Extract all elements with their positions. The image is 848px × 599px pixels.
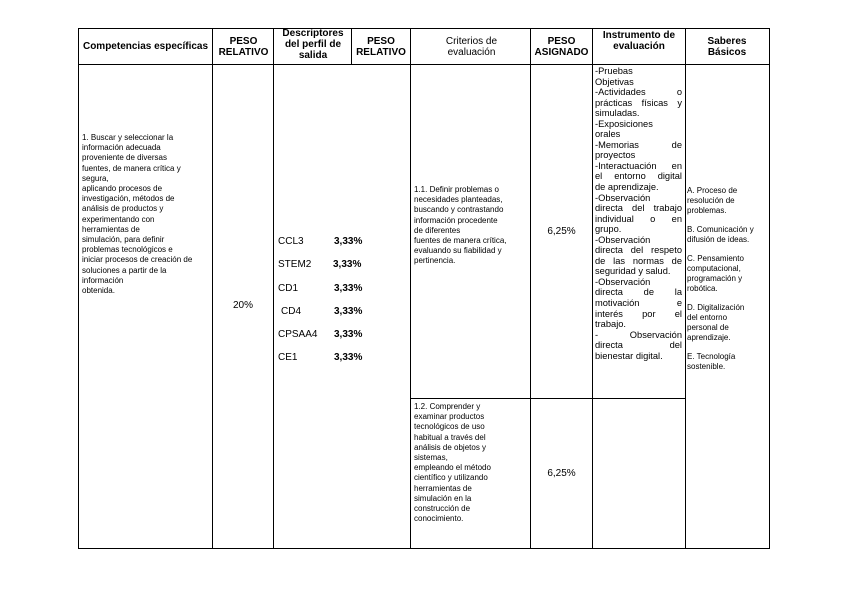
instrumento-line: -Actividades o <box>595 87 682 98</box>
saber-line: B. Comunicación y <box>687 225 754 234</box>
competencia-line: proveniente de diversas <box>82 153 167 163</box>
instrumento-line: de las normas de <box>595 255 682 266</box>
instrumento-line: proyectos <box>595 150 636 161</box>
instrumento-line: -Observación <box>595 192 651 203</box>
descriptor-value: 3,33% <box>333 259 362 270</box>
instrumento-line: directa del trabajo <box>595 203 682 214</box>
competencia-line: fuentes, de manera crítica y <box>82 163 181 173</box>
competencia-line: obtenida. <box>82 286 115 296</box>
instrumento-line: seguridad y salud. <box>595 266 671 277</box>
criterio-line: de diferentes <box>414 225 461 235</box>
competencia-line: simulación, para definir <box>82 235 165 245</box>
saber-line: resolución de <box>687 196 735 205</box>
competencia-line: investigación, métodos de <box>82 194 175 204</box>
saber-item <box>687 303 769 343</box>
criterio-line: herramientas de <box>414 483 472 493</box>
instrumento-line: -Interactuación en <box>595 160 682 171</box>
col-divider-3 <box>351 28 352 65</box>
criterio-line: sistemas, <box>414 453 448 463</box>
criterio-1-1-peso: 6,25% <box>547 226 576 237</box>
instrumento-line: el entorno digital <box>595 171 682 182</box>
instrumento-line: - Observación <box>595 329 682 340</box>
descriptor-value: 3,33% <box>334 306 363 317</box>
criterio-line: buscando y contrastando <box>414 205 504 215</box>
descriptor-row <box>278 283 370 295</box>
instrumento-line: -Exposiciones <box>595 118 653 129</box>
competencia-line: experimentando con <box>82 214 155 224</box>
saber-line: robótica. <box>687 284 718 293</box>
instrumento-line: orales <box>595 129 621 140</box>
criterio-line: simulación en la <box>414 493 472 503</box>
criterio-line: empleando el método <box>414 463 491 473</box>
instrumento-line: directa de la <box>595 287 682 298</box>
criterio-line: examinar productos <box>414 412 485 422</box>
descriptor-value: 3,33% <box>334 352 363 363</box>
saber-line: programación y <box>687 274 743 283</box>
criterio-line: pertinencia. <box>414 256 456 266</box>
criterio-line: construcción de <box>414 504 471 514</box>
criterio-1-2-peso: 6,25% <box>547 468 576 479</box>
col-divider-2 <box>273 28 274 549</box>
descriptor-code: STEM2 <box>278 259 312 270</box>
descriptor-row <box>278 352 370 364</box>
instrumento-line: grupo. <box>595 224 622 235</box>
saber-item <box>687 254 769 294</box>
instrumento-line: trabajo. <box>595 319 627 330</box>
descriptor-code: CD4 <box>281 306 302 317</box>
col-divider-7 <box>685 28 686 549</box>
saberes-list <box>687 186 769 381</box>
descriptor-code: CE1 <box>278 352 298 363</box>
saber-line: difusión de ideas. <box>687 235 750 244</box>
instrumento-line: directa del <box>595 340 682 351</box>
competencia-line: información <box>82 275 124 285</box>
saber-line: D. Digitalización <box>687 303 745 312</box>
criterio-1-2-text <box>414 402 530 524</box>
header-divider <box>78 64 770 65</box>
criterio-line: información procedente <box>414 215 498 225</box>
col-divider-6 <box>592 28 593 549</box>
instrumento-line: -Observación <box>595 276 651 287</box>
descriptor-row <box>278 236 370 248</box>
descriptor-code: CD1 <box>278 283 299 294</box>
competencia-line: segura, <box>82 173 109 183</box>
descriptor-value: 3,33% <box>334 329 363 340</box>
competencia-line: análisis de productos y <box>82 204 164 214</box>
col-divider-4 <box>410 28 411 549</box>
competencia-line: información adecuada <box>82 143 161 153</box>
instrumento-line: Objetivas <box>595 76 634 87</box>
criterio-line: tecnológicos de uso <box>414 422 485 432</box>
table-border-bottom <box>78 548 770 549</box>
instrumento-line: de aprendizaje. <box>595 182 659 193</box>
competencia-line: aplicando procesos de <box>82 184 163 194</box>
header-peso-asignado: PESO ASIGNADO <box>534 35 589 58</box>
header-peso-relativo-1: PESO RELATIVO <box>218 35 269 58</box>
competencia-line: iniciar procesos de creación de <box>82 255 193 265</box>
descriptor-row <box>278 329 370 341</box>
saber-item <box>687 186 769 216</box>
instrumento-line: directa del respeto <box>595 245 682 256</box>
header-instrumento: Instrumento de evaluación <box>602 29 676 52</box>
header-criterios: Criterios de evaluación <box>445 35 498 58</box>
criterio-line: habitual a través del <box>414 432 486 442</box>
descriptor-value: 3,33% <box>334 283 363 294</box>
saber-line: del entorno <box>687 313 728 322</box>
instrumento-line: individual o en <box>595 213 682 224</box>
competencia-text <box>82 133 212 296</box>
descriptor-code: CPSAA4 <box>278 329 318 340</box>
descriptor-row <box>278 259 370 271</box>
descriptor-code: CCL3 <box>278 236 304 247</box>
criterio-line: necesidades planteadas, <box>414 195 503 205</box>
competencia-line: problemas tecnológicos e <box>82 245 173 255</box>
instrumento-list <box>595 66 682 361</box>
table-border-right <box>769 28 770 549</box>
saber-line: computacional, <box>687 264 741 273</box>
header-competencias: Competencias específicas <box>82 41 209 52</box>
competencia-line: soluciones a partir de la <box>82 265 167 275</box>
descriptor-row <box>278 306 370 318</box>
instrumento-line: prácticas físicas y <box>595 97 682 108</box>
saber-line: personal de <box>687 323 729 332</box>
criterio-line: conocimiento. <box>414 514 464 524</box>
saber-item <box>687 352 769 372</box>
instrumento-line: simuladas. <box>595 108 640 119</box>
criterio-line: 1.1. Definir problemas o <box>414 185 499 194</box>
instrumento-line: interés por el <box>595 308 682 319</box>
criterio-line: análisis de objetos y <box>414 442 487 452</box>
saber-line: C. Pensamiento <box>687 254 744 263</box>
header-peso-relativo-2: PESO RELATIVO <box>356 35 406 58</box>
saber-line: E. Tecnología <box>687 352 736 361</box>
instrumento-line: -Pruebas <box>595 66 633 76</box>
criterio-line: científico y utilizando <box>414 473 488 483</box>
saber-line: sostenible. <box>687 362 726 371</box>
saber-line: aprendizaje. <box>687 333 731 342</box>
criterio-line: fuentes de manera crítica, <box>414 236 507 246</box>
criteria-row-divider <box>410 398 685 399</box>
competencia-line: 1. Buscar y seleccionar la <box>82 133 174 142</box>
col-divider-1 <box>212 28 213 549</box>
criterio-line: 1.2. Comprender y <box>414 402 481 411</box>
saber-item <box>687 225 769 245</box>
descriptor-value: 3,33% <box>334 236 363 247</box>
instrumento-line: -Observación <box>595 234 651 245</box>
table-border-left <box>78 28 79 549</box>
header-descriptores: Descriptores del perfil de salida <box>282 28 344 61</box>
saber-line: problemas. <box>687 206 727 215</box>
instrumento-line: bienestar digital. <box>595 350 663 361</box>
instrumento-line: -Memorias de <box>595 139 682 150</box>
instrumento-line: motivación e <box>595 298 682 309</box>
criterio-line: evaluando su fiabilidad y <box>414 246 502 256</box>
competencia-peso: 20% <box>232 300 253 311</box>
saber-line: A. Proceso de <box>687 186 738 195</box>
header-saberes: Saberes Básicos <box>707 35 747 58</box>
competencia-line: herramientas de <box>82 224 140 234</box>
criterio-1-1-text <box>414 185 530 267</box>
